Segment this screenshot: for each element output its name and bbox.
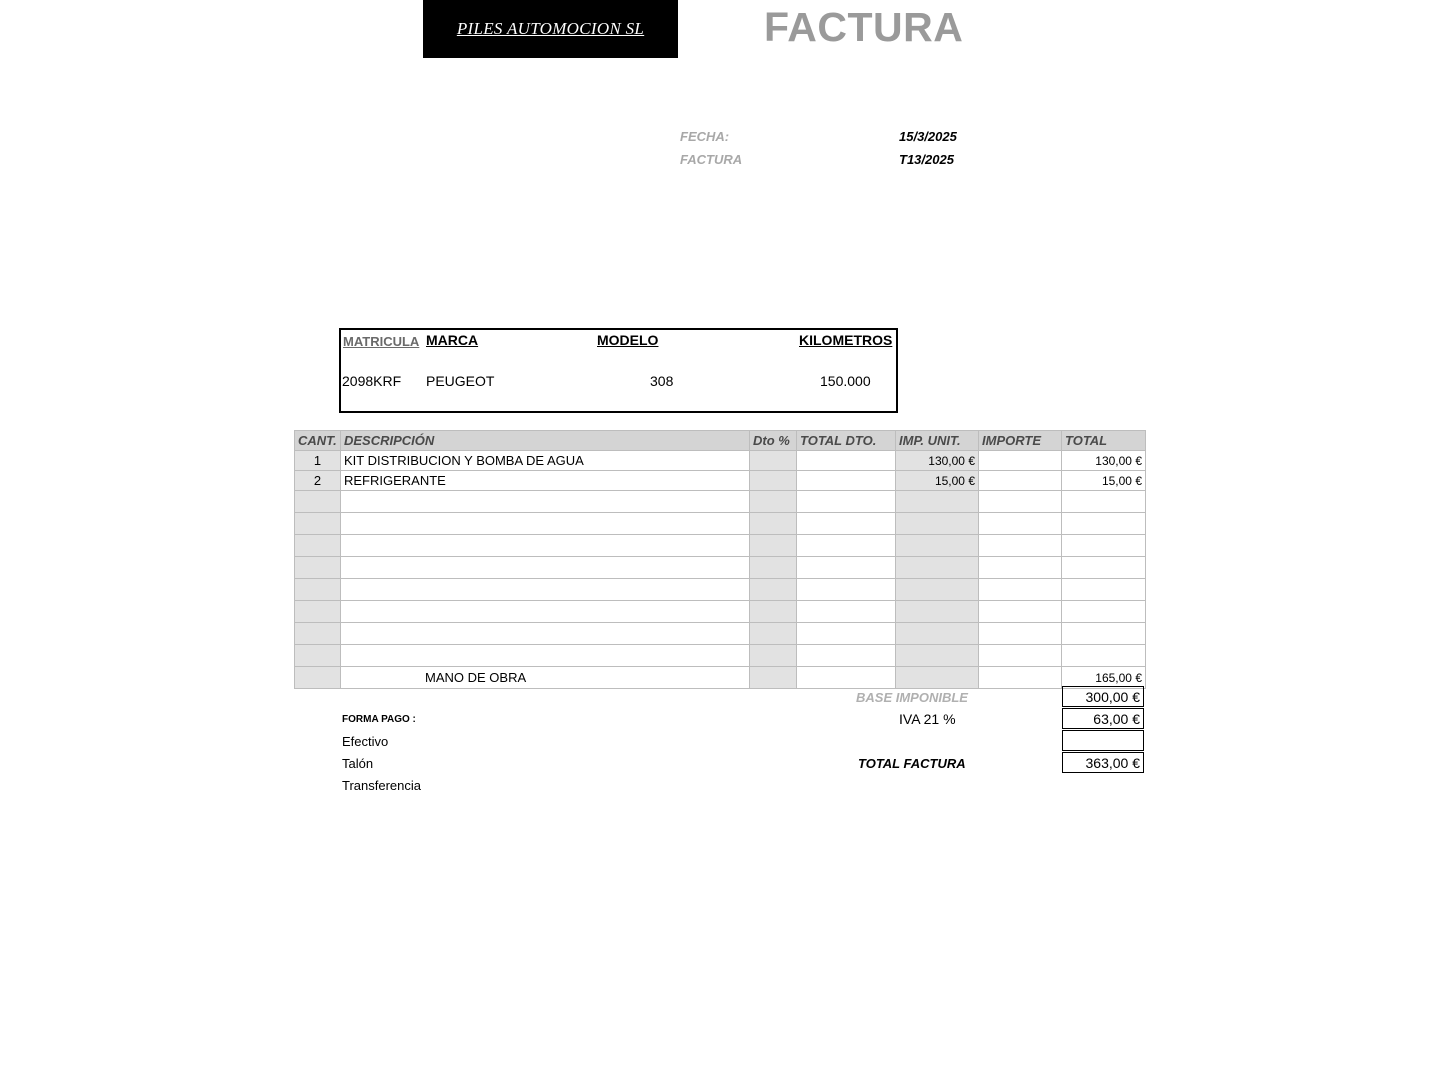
kilometros-header: KILOMETROS bbox=[799, 332, 893, 348]
col-header-descripcion: DESCRIPCIÓN bbox=[341, 431, 750, 451]
col-header-dto: Dto % bbox=[750, 431, 797, 451]
fecha-label: FECHA: bbox=[680, 129, 730, 144]
marca-header: MARCA bbox=[426, 332, 479, 348]
company-logo bbox=[423, 0, 678, 58]
factura-number: T13/2025 bbox=[899, 152, 954, 167]
cell-descripcion: KIT DISTRIBUCION Y BOMBA DE AGUA bbox=[341, 451, 750, 471]
table-row bbox=[295, 471, 1146, 491]
company-name: PILES AUTOMOCION SL bbox=[456, 19, 645, 38]
matricula-header: MATRICULA bbox=[343, 334, 420, 349]
base-imponible-value: 300,00 € bbox=[1062, 686, 1144, 707]
table-row bbox=[295, 451, 1146, 471]
cell-total: 130,00 € bbox=[1062, 451, 1146, 471]
cell-total-dto bbox=[797, 451, 896, 471]
cell-importe bbox=[979, 471, 1062, 491]
cell-descripcion: REFRIGERANTE bbox=[341, 471, 750, 491]
document-title: FACTURA bbox=[764, 4, 964, 50]
empty-row bbox=[295, 645, 1146, 667]
matricula-value: 2098KRF bbox=[342, 373, 402, 389]
empty-row bbox=[295, 579, 1146, 601]
empty-row bbox=[295, 557, 1146, 579]
col-header-total: TOTAL bbox=[1062, 431, 1146, 451]
payment-option-efectivo: Efectivo bbox=[342, 734, 389, 749]
col-header-imp-unit: IMP. UNIT. bbox=[896, 431, 979, 451]
modelo-header: MODELO bbox=[597, 332, 659, 348]
payment-option-transferencia: Transferencia bbox=[342, 778, 421, 793]
total-factura-label: TOTAL FACTURA bbox=[858, 756, 966, 771]
table-header-row bbox=[295, 431, 1146, 451]
empty-row bbox=[295, 513, 1146, 535]
empty-row bbox=[295, 491, 1146, 513]
cell-dto bbox=[750, 451, 797, 471]
payment-option-talon: Talón bbox=[342, 756, 374, 771]
labour-total: 165,00 € bbox=[1062, 667, 1146, 689]
empty-row bbox=[295, 623, 1146, 645]
empty-row bbox=[295, 535, 1146, 557]
cell-cant: 2 bbox=[295, 471, 341, 491]
base-imponible-label: BASE IMPONIBLE bbox=[856, 690, 968, 705]
invoice-items-table bbox=[294, 430, 1146, 689]
cell-dto bbox=[750, 471, 797, 491]
modelo-value: 308 bbox=[650, 373, 674, 389]
col-header-cant: CANT. bbox=[295, 431, 341, 451]
kilometros-value: 150.000 bbox=[820, 373, 871, 389]
col-header-importe: IMPORTE bbox=[979, 431, 1062, 451]
total-factura-value: 363,00 € bbox=[1062, 752, 1144, 773]
iva-value: 63,00 € bbox=[1062, 708, 1144, 729]
iva-label: IVA 21 % bbox=[899, 711, 956, 727]
cell-imp-unit: 130,00 € bbox=[896, 451, 979, 471]
cell-total: 15,00 € bbox=[1062, 471, 1146, 491]
cell-imp-unit: 15,00 € bbox=[896, 471, 979, 491]
col-header-total-dto: TOTAL DTO. bbox=[797, 431, 896, 451]
empty-total-box bbox=[1062, 730, 1144, 751]
cell-total-dto bbox=[797, 471, 896, 491]
labour-label: MANO DE OBRA bbox=[341, 667, 750, 689]
forma-pago-label: FORMA PAGO : bbox=[342, 714, 416, 725]
marca-value: PEUGEOT bbox=[426, 373, 495, 389]
cell-cant: 1 bbox=[295, 451, 341, 471]
factura-label: FACTURA bbox=[680, 152, 743, 167]
cell-importe bbox=[979, 451, 1062, 471]
empty-row bbox=[295, 601, 1146, 623]
labour-row bbox=[295, 667, 1146, 689]
fecha-value: 15/3/2025 bbox=[899, 129, 957, 144]
